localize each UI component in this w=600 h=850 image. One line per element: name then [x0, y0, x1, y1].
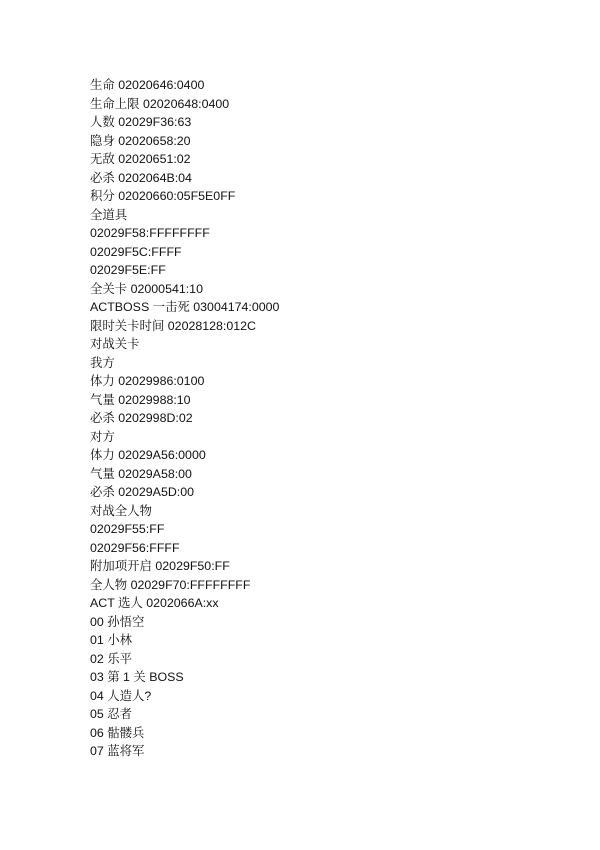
text-line: ACT 选人 0202066A:xx [90, 596, 219, 610]
text-line: 体力 02029986:0100 [90, 374, 205, 388]
text-line: 02029F5E:FF [90, 263, 166, 277]
text-line: 全关卡 02000541:10 [90, 281, 203, 296]
text-line: 必杀 02029A5D:00 [90, 485, 195, 499]
character-list-item: 00 孙悟空 [90, 614, 145, 629]
text-line: 生命 02020646:0400 [90, 78, 205, 92]
character-list-item: 06 骷髅兵 [90, 725, 145, 740]
text-line: 无敌 02020651:02 [90, 152, 191, 166]
section-heading: 对战关卡 [90, 337, 140, 351]
subsection-heading: 我方 [90, 355, 115, 370]
text-line: 体力 02029A56:0000 [90, 448, 206, 462]
text-line: 隐身 02020658:20 [90, 133, 191, 148]
text-line: 02029F5C:FFFF [90, 244, 182, 259]
text-line: 必杀 0202998D:02 [90, 411, 193, 425]
text-line: 02029F56:FFFF [90, 540, 180, 555]
character-list-item: 03 第 1 关 BOSS [90, 670, 184, 684]
subsection-heading: 对方 [90, 429, 115, 444]
text-line: 人数 02029F36:63 [90, 115, 192, 129]
document-page [90, 76, 570, 761]
text-line: ACTBOSS 一击死 03004174:0000 [90, 300, 280, 314]
text-line: 02029F55:FF [90, 522, 165, 536]
text-line: 积分 02020660:05F5E0FF [90, 189, 236, 203]
character-list-item: 04 人造人? [90, 688, 152, 703]
text-line: 限时关卡时间 02028128:012C [90, 318, 256, 333]
text-line: 必杀 0202064B:04 [90, 170, 192, 185]
text-line: 气量 02029A58:00 [90, 466, 192, 481]
character-list-item: 02 乐平 [90, 651, 133, 666]
text-line: 气量 02029988:10 [90, 392, 191, 407]
text-line: 生命上限 02020648:0400 [90, 96, 230, 111]
text-line: 02029F58:FFFFFFFF [90, 226, 210, 240]
text-line: 全人物 02029F70:FFFFFFFF [90, 577, 251, 592]
character-list-item: 07 蓝将军 [90, 744, 145, 758]
character-list-item: 01 小林 [90, 633, 133, 647]
section-heading: 对战全人物 [90, 503, 152, 518]
character-list-item: 05 忍者 [90, 707, 133, 721]
section-heading: 全道具 [90, 207, 128, 222]
text-line: 附加项开启 02029F50:FF [90, 559, 230, 573]
